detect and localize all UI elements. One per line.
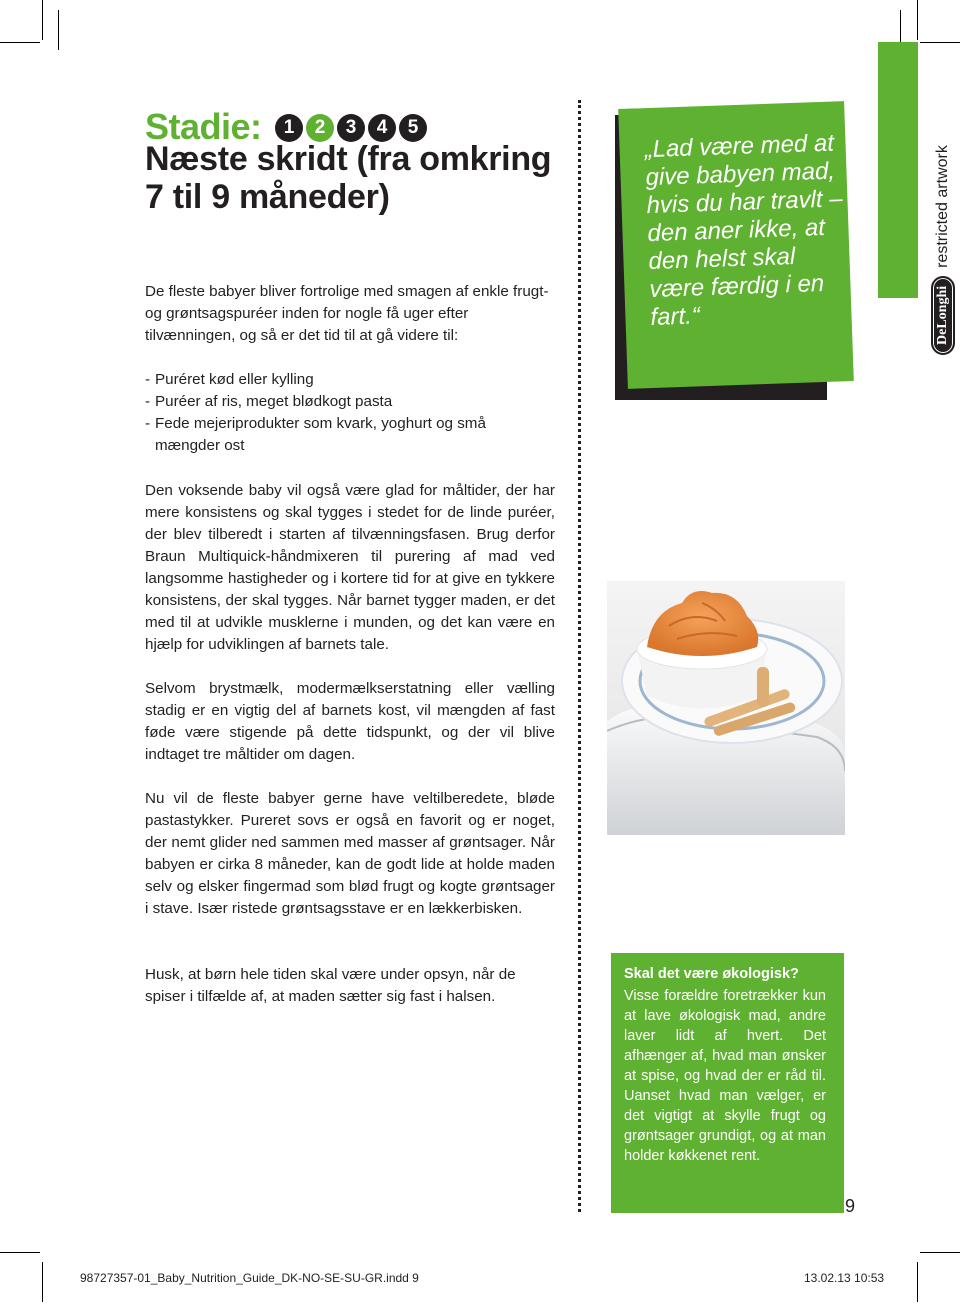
quote-text: „Lad være med at give babyen mad, hvis du har travlt – den aner ikke, at den helst skal være færdig i en fart.“ — [644, 129, 844, 332]
stage-label: Stadie: — [145, 106, 262, 147]
paragraph-pasta: Nu vil de fleste babyer gerne have veltilberedete, bløde pastastykker. Pureret sovs er også en favorit og er noget, der nemt glider ned sammen med masser af grøntsager. Når babyen er cirka 8 måneder, kan de godt lide at holde maden selv og elsker fingermad som blød frugt og kogte grøntsager i stave. Især ristede grøntsagsstave er en lækkerbisken. — [145, 790, 555, 917]
stage-number: 1 — [275, 114, 303, 142]
crop-mark — [58, 10, 59, 50]
restricted-artwork-label — [931, 55, 955, 355]
puree-bowl-illustration — [607, 581, 845, 835]
stage-number: 4 — [368, 114, 396, 142]
food-photo — [607, 581, 845, 835]
footer-timestamp: 13.02.13 10:53 — [804, 1271, 885, 1285]
column-divider — [578, 100, 581, 1212]
crop-mark — [917, 0, 918, 40]
delonghi-logo: DeLonghi — [931, 276, 955, 355]
food-list — [145, 369, 555, 457]
list-item: - Fede mejeriprodukter som kvark, yoghurt og små mængder ost — [145, 415, 486, 454]
info-box-text: Visse forældre foretrækker kun at lave økologisk mad, andre laver lidt af hvert. Det afhænger af, hvad man ønsker at spise, og hvad der er råd til. Uanset hvad man vælger, er det vigtigt at skylle frugt og grøntsager grundigt, og at man holder køkkenet rent. — [624, 988, 826, 1164]
crop-mark — [920, 42, 960, 43]
quote-background — [618, 101, 854, 389]
stage-number: 5 — [399, 114, 427, 142]
crop-mark — [917, 1262, 918, 1302]
crop-mark — [0, 1252, 40, 1253]
intro-paragraph: De fleste babyer bliver fortrolige med smagen af enkle frugt- og grøntsagspuréer inden for nogle få uger efter tilvænningen, og så er det tid til at gå videre til: — [145, 283, 549, 344]
paragraph-consistency: Den voksende baby vil også være glad for måltider, der har mere konsistens og skal tygges i stedet for de linde puréer, der blev tilberedt i starten af tilvænningsfasen. Brug derfor Braun Multiquick-håndmixeren til purering af mad ved langsomme hastigheder og i kortere tid for at give en tykkere konsistens, der skal tygges. Når barnet tygger maden, er det med til at udvikle musklerne i munden, og det kan være en hjælp for udviklingen af barnets tale. — [145, 482, 555, 653]
paragraph-milk: Selvom brystmælk, modermælkserstatning eller vælling stadig er en vigtig del af barnets kost, vil mængden af fast føde være stigende på dette tidspunkt, og der vil blive indtaget tre måltider om dagen. — [145, 680, 555, 763]
footer-filename: 98727357-01_Baby_Nutrition_Guide_DK-NO-SE-SU-GR.indd 9 — [80, 1271, 419, 1285]
quote-box — [615, 105, 850, 400]
stage-number: 3 — [337, 114, 365, 142]
organic-info-box — [611, 953, 844, 1213]
crop-mark — [0, 42, 40, 43]
side-green-bar — [878, 42, 918, 298]
stage-number-active: 2 — [306, 114, 334, 142]
crop-mark — [920, 1252, 960, 1253]
paragraph-supervision: Husk, at børn hele tiden skal være under opsyn, når de spiser i tilfælde af, at maden sætter sig fast i halsen. — [145, 966, 516, 1005]
page-number: 9 — [845, 1196, 856, 1216]
crop-mark — [42, 0, 43, 40]
stage-circles — [275, 100, 430, 142]
list-item: - Puréer af ris, meget blødkogt pasta — [145, 393, 393, 410]
restricted-text: restricted artwork — [934, 145, 951, 268]
list-item: - Puréret kød eller kylling — [145, 371, 314, 388]
info-box-title: Skal det være økologisk? — [624, 966, 799, 982]
page-title: Næste skridt (fra omkring 7 til 9 måneder) — [145, 140, 552, 216]
crop-mark — [42, 1262, 43, 1302]
